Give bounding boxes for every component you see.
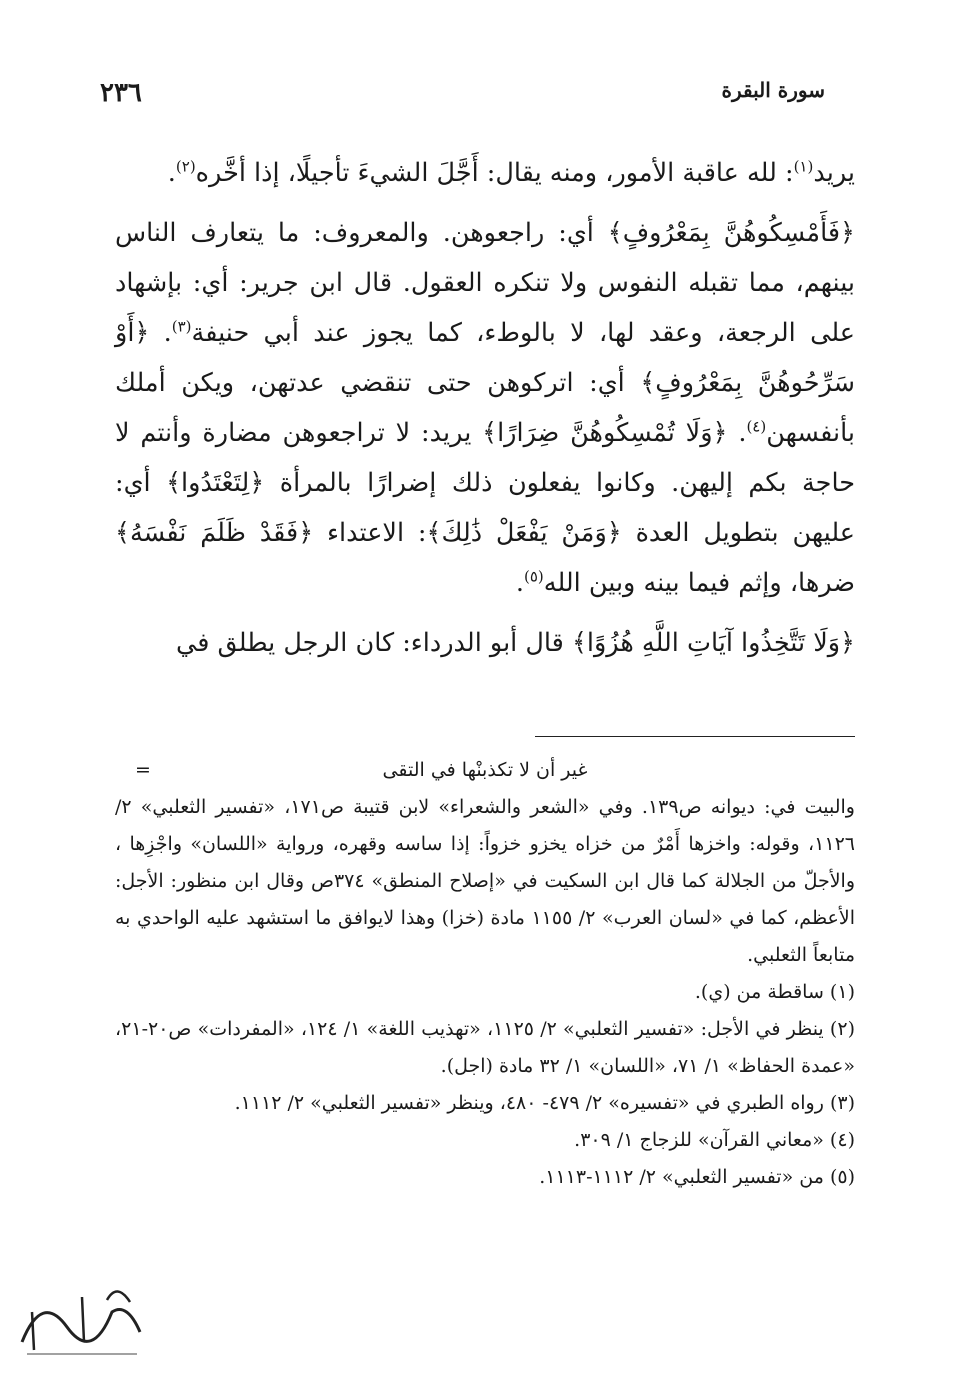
footnote-ref: (٣) <box>171 317 192 336</box>
footnote-ref: (٥) <box>524 567 544 586</box>
quran-quote: ﴿لِتَعْتَدُوا﴾ <box>166 468 265 498</box>
continuation-mark: = <box>135 759 151 781</box>
publisher-logo <box>12 1272 152 1362</box>
footnote-continuation: والبيت في: ديوانه ص١٣٩. وفي «الشعر والشعراء» لابن قتيبة ص١٧١، «تفسير الثعلبي» ٢/ ١١٢٦، وقوله: واخزها أَمْرٌ من خزاه يخزو خزواً: إذا ساسه وقهره، ورواية «اللسان» واجْزِها ، والأجلّ من الجلالة كما قال ابن السكيت في «إصلاح المنطق» ٣٧٤ص وقال ابن منظور: الأجل: الأعظم، كما في «لسان العرب» ٢/ ١١٥٥ مادة (خزا) وهذا لايوافق ما استشهد عليه الواحدي به متابعاً الثعلبي. <box>115 796 855 966</box>
main-text <box>115 148 855 678</box>
text-run: أي: عليهن بتطويل العدة <box>115 468 855 548</box>
paragraph-2 <box>115 208 855 608</box>
text-run: : لله عاقبة الأمور، ومنه يقال: أَجَّلَ الشيءَ تأجيلًا، إذا أخَّره <box>195 158 794 188</box>
footnote-2: (٢) ينظر في الأجل: «تفسير الثعلبي» ٢/ ١١٢٥، «تهذيب اللغة» ١/ ١٢٤، «المفردات» ص٢٠-٢١، «عمدة الحفاظ» ١/ ٧١، «اللسان» ١/ ٣٢ مادة (اجل). <box>115 1018 855 1077</box>
paragraph-3 <box>115 618 855 668</box>
quran-quote: ﴿وَلَا تَتَّخِذُوا آيَاتِ اللَّهِ هُزُوًا﴾ <box>571 628 855 658</box>
verse-text: غير أن لا تكذبنْها في التقى <box>382 759 588 781</box>
footnote-5: (٥) من «تفسير الثعلبي» ٢/ ١١١٢-١١١٣. <box>539 1166 855 1188</box>
text-run: أي: اتركوهن حتى تنقضي عدتهن، ويكن أملك بأنفسهن <box>115 368 855 448</box>
footnote-1: (١) ساقطة من (ي). <box>694 981 855 1003</box>
footnote-ref: (٢) <box>175 157 196 176</box>
text-run: أي: راجعوهن. والمعروف: ما يتعارف الناس بينهم، مما تقبله النفوس ولا تنكره العقول. قال ابن جرير: أي: بإشهاد على الرجعة، وعقد لها، لا بالوطء، كما يجوز عند أبي حنيفة <box>115 218 855 348</box>
quran-quote: ﴿وَمَنْ يَفْعَلْ ذَٰلِكَ﴾ <box>426 518 622 548</box>
text-run: . <box>515 568 524 598</box>
text-run: . <box>149 318 172 348</box>
poetry-verse <box>115 752 855 789</box>
text-run: قال أبو الدرداء: كان الرجل يطلق في <box>175 628 572 658</box>
quran-quote: ﴿فَأَمْسِكُوهُنَّ بِمَعْرُوفٍ﴾ <box>607 218 855 248</box>
paragraph-1 <box>115 148 855 198</box>
text-run: . <box>167 158 176 188</box>
footnote-ref: (٤) <box>746 417 767 436</box>
footnotes-section <box>115 752 855 1196</box>
footnote-4: (٤) «معاني القرآن» للزجاج ١/ ٣٠٩. <box>574 1129 855 1151</box>
footnote-divider <box>535 736 855 737</box>
text-run: . <box>727 418 747 448</box>
quran-quote: ﴿أَوْ سَرِّحُوهُنَّ بِمَعْرُوفٍ﴾ <box>115 318 855 398</box>
quran-quote: ﴿وَلَا تُمْسِكُوهُنَّ ضِرَارًا﴾ <box>482 418 728 448</box>
footnote-3: (٣) رواه الطبري في «تفسيره» ٢/ ٤٧٩- ٤٨٠، وينظر «تفسير الثعلبي» ٢/ ١١١٢. <box>234 1092 855 1114</box>
text-run: يريد <box>813 158 855 188</box>
text-run: : الاعتداء <box>313 518 427 548</box>
page-header <box>100 78 825 118</box>
quran-quote: ﴿فَقَدْ ظَلَمَ نَفْسَهُ﴾ <box>115 518 314 548</box>
surah-title: سورة البقرة <box>721 78 825 102</box>
page-number: ٢٣٦ <box>100 78 142 108</box>
footnote-ref: (١) <box>793 157 814 176</box>
text-run: يريد: لا تراجعوهن مضارة وأنتم لا حاجة بكم إليهن. وكانوا يفعلون ذلك إضرارًا بالمرأة <box>115 418 855 498</box>
text-run: ضرها، وإثم فيما بينه وبين الله <box>543 568 855 598</box>
